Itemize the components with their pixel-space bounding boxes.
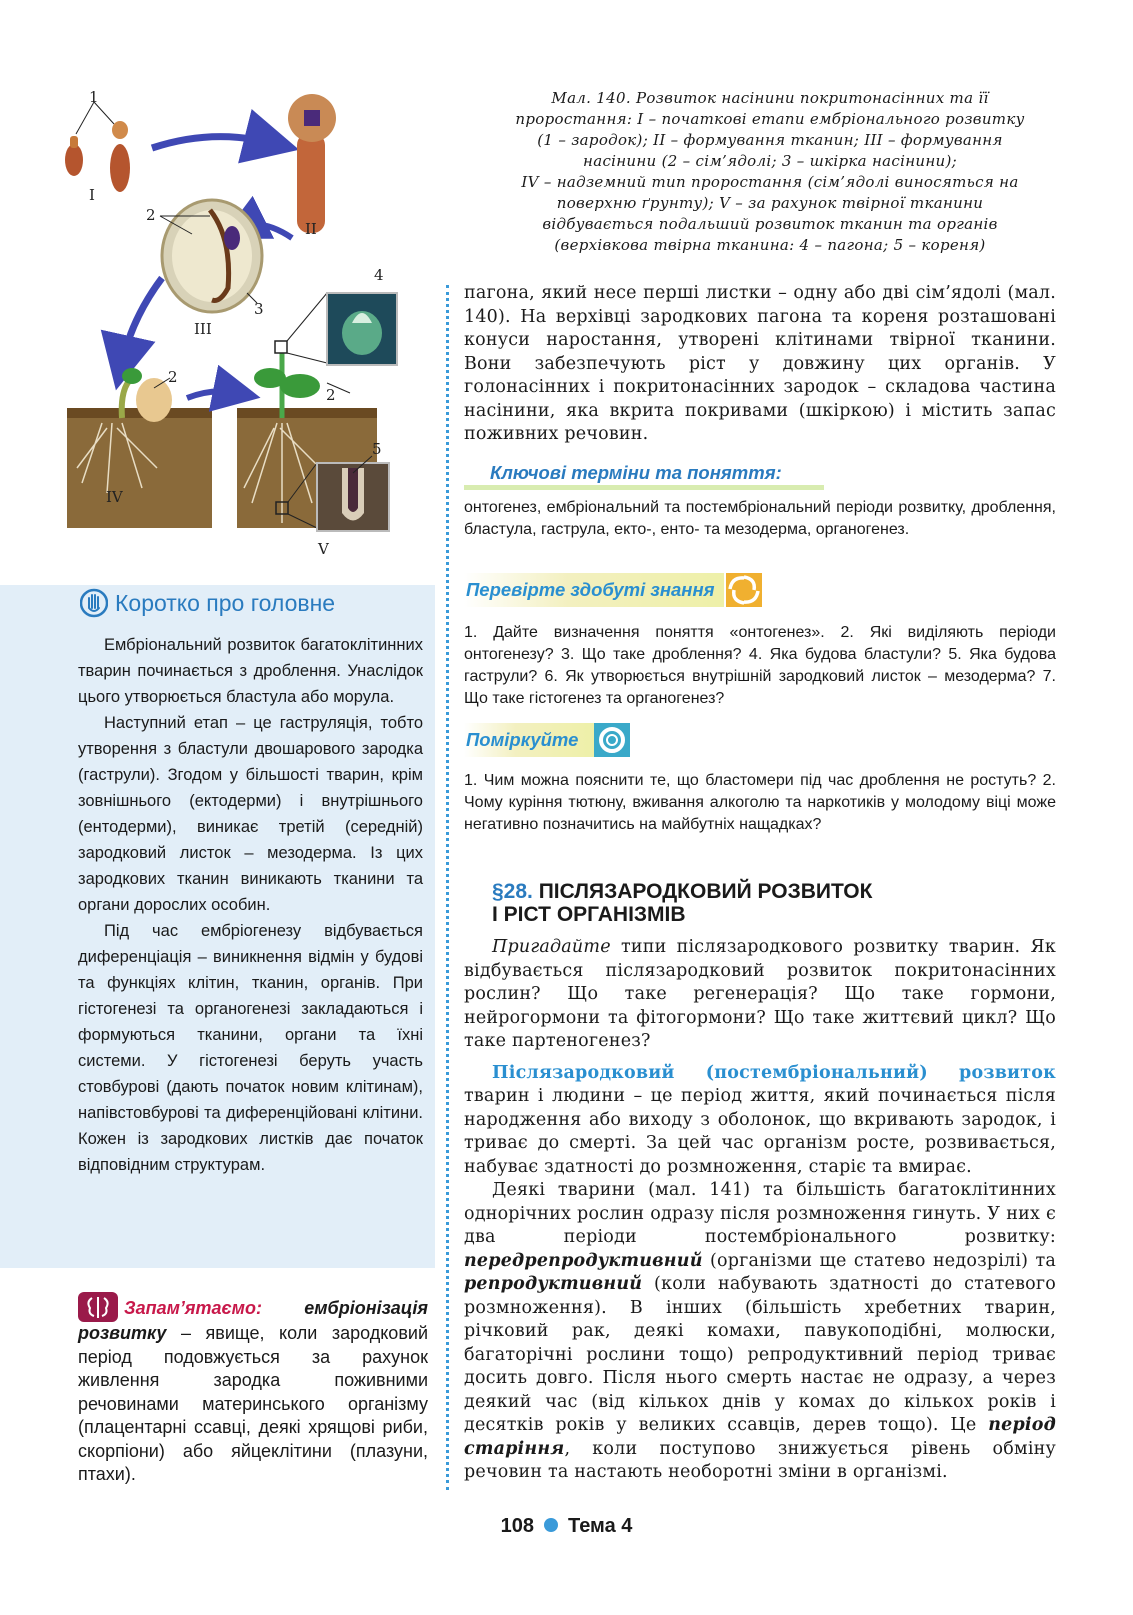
periods-paragraph [464,1179,1056,1485]
key-terms-title: Ключові терміни та поняття: [490,462,782,483]
key-terms-heading [464,462,824,490]
section-title-line-1: ПІСЛЯЗАРОДКОВИЙ РОЗВИТОК [532,880,873,903]
caption-line: (1 – зародок); ІІ – формування тканин; ІІІ – формування [537,131,1003,149]
figure-caption [460,88,1080,256]
stage-3-seed [160,200,262,312]
label-5: 5 [372,440,382,458]
caption-line: відбувається подальший розвиток тканин та органів [542,215,998,233]
label-2-seed: 2 [146,206,156,224]
hand-icon [80,588,108,618]
label-stage-III: III [194,320,212,338]
label-2-germination: 2 [168,368,178,386]
section-title-line-2: І РІСТ ОРГАНІЗМІВ [492,903,686,926]
summary-title: Коротко про головне [115,590,336,616]
arrow-4-5 [187,391,237,398]
section-number: §28. [492,880,533,903]
caption-line: Мал. 140. Розвиток насінини покритонасінних та її [551,89,989,107]
summary-paragraph: Під час ембріогенезу відбувається диференціація – виникнення відмін у будові та функціях клітин, тканин, органів. При гістогенезі та органогенезі закладаються і формуються тканини, органи та їхні системи. У гістогенезі беруть участь стовбурові (дають початок новим клітинам), напівстовбурові та диференційовані клітини. Кожен із зародкових листків дає початок відповідним структурам. [78,922,423,1174]
page-footer [0,1515,1133,1538]
recall-label: Пригадайте [492,937,611,957]
page-number: 108 [500,1515,534,1537]
intro-paragraph: пагона, який несе перші листки – одну або дві сім’ядолі (мал. 140). На верхівці зародкових пагона та кореня розташовані конуси наростання, утворені клітинами твірної тканини. Вони забезпечують ріст у довжину цих органів. У голонасінних і покритонасінних зародок – складова частина насінини, яка вкрита покривами (шкіркою) і містить запас поживних речовин. [464,283,1056,444]
remember-label: Запам’ятаємо: [124,1298,262,1318]
caption-line: поверхню ґрунту); V – за рахунок твірної тканини [556,194,984,212]
think-questions: 1. Чим можна пояснити те, що бластомери під час дроблення не ростуть? 2. Чому куріння тютюну, вживання алкоголю та наркотиків у молодому віці може негативно позначитись на майбутніх нащадках? [464,772,1056,833]
recall-paragraph [464,936,1056,1054]
stage-5-seedling [237,293,397,531]
column-divider [446,285,449,1490]
think-title: Поміркуйте [466,729,579,750]
reproductive-term: репродуктивний [464,1274,643,1294]
postembryonic-term: Післязародковий (постембріональний) розвиток [492,1062,1056,1083]
arrow-3-4 [122,278,162,363]
seed-development-figure [42,88,442,578]
stage-2-embryo [288,94,336,233]
summary-paragraph: Наступний етап – це гаструляція, тобто утворення з бластули двошарового зародка (гаструли). Згодом у більшості тварин, крім зовнішнього (ектодерми) і внутрішнього (ентодерми), виникає третій (середній) зародковий листок – мезодерма. Із цих зародкових тканин виникають тканини та органи дорослих особин. [78,714,423,914]
brain-icon [78,1292,118,1322]
aging-term: період старіння [464,1415,1056,1459]
caption-line: IV – надземний тип проростання (сім’ядолі виносяться на [521,173,1019,191]
caption-line: проростання: І – початкові етапи ембріонального розвитку [515,110,1025,128]
check-questions: 1. Дайте визначення поняття «онтогенез». 2. Які виділяють періоди онтогенезу? 3. Що таке дроблення? 4. Яка будова бластули? 5. Яка будова гаструли? 6. Як утворюється внутрішній зародковий листок – мезодерма? 7. Що таке гістогенез та органогенез? [464,624,1056,707]
definition-text: тварин і людини – це період життя, який починається після народження або виходу з оболонок, що вкривають зародок, і триває до смерті. За цей час організм росте, розвивається, набуває здатності до розмноження, старіє та вмирає. [464,1086,1056,1177]
periods-text-c: (коли набувають здатності до статевого розмноження). В інших (більшість хребетних тварин, річковий рак, деякі комахи, павукоподібні, молюски, багаторічні рослини тощо) репродуктивний період триває досить довго. Після нього смерть настає не одразу, а через деякий час (від кількох днів у комах до кількох років і десятків років у великих ссавців, дерев тощо). Це [464,1274,1056,1435]
label-1: 1 [89,88,99,106]
periods-text-d: , коли поступово знижується рівень обміну речовин та настають необоротні зміни в організмі. [464,1438,1056,1482]
topic-label: Тема 4 [567,1515,633,1537]
summary-paragraph: Ембріональний розвиток багатоклітинних тварин починається з дроблення. Унаслідок цього утворюється бластула або морула. [78,636,423,706]
periods-text-b: (організми ще статево недозрілі) та [702,1250,1056,1271]
caption-line: (верхівкова твірна тканина: 4 – пагона; 5 – кореня) [554,236,986,254]
label-3: 3 [254,300,264,318]
recall-text: типи післязародкового розвитку тварин. Як відбувається післязародковий розвиток покритонасінних рослин? Що таке регенерація? Що таке гормони, нейрогормони та фітогормони? Що таке життєвий цикл? Що таке партеногенез? [464,937,1056,1051]
stage-1-embryos [65,102,130,192]
stage-4-germination [67,368,212,528]
footer-dot [544,1518,558,1532]
intro-text [464,282,1056,447]
caption-line: насінини (2 – сім’ядолі; 3 – шкірка насінини); [583,152,957,170]
circle-arrow-icon [594,723,630,757]
section-text [464,936,1056,1485]
label-4: 4 [374,266,384,284]
swirl-icon [726,573,762,607]
key-terms-text: онтогенез, ембріональний та постембріональний періоди розвитку, дроблення, бластула, гаструла, екто-, енто- та мезодерма, органогенез. [464,499,1056,538]
label-stage-I: I [89,186,95,204]
summary-text [78,632,423,1178]
label-stage-II: II [305,220,317,238]
check-title: Перевірте здобуті знання [466,579,715,600]
label-2-seedling: 2 [326,386,336,404]
arrow-1-2 [152,137,272,148]
prereproductive-term: передрепродуктивний [464,1250,703,1271]
remember-term: ембріонізація розвитку [78,1298,428,1343]
periods-text-a: Деякі тварини (мал. 141) та більшість багатоклітинних однорічних рослин одразу після розмноження гинуть. У них є два періоди постембріонального розвитку: [464,1180,1056,1247]
label-stage-IV: IV [106,488,123,506]
remember-box [78,1292,428,1487]
label-stage-V: V [318,540,329,558]
remember-text: – явище, коли зародковий період подовжується за рахунок живлення зародка поживними речовинами материнського організму (плацентарні ссавці, деякі хрящові риби, скорпіони) або яйцеклітини (плазуни, птахи). [78,1323,428,1484]
definition-paragraph [464,1062,1056,1180]
section-title [492,880,1052,926]
